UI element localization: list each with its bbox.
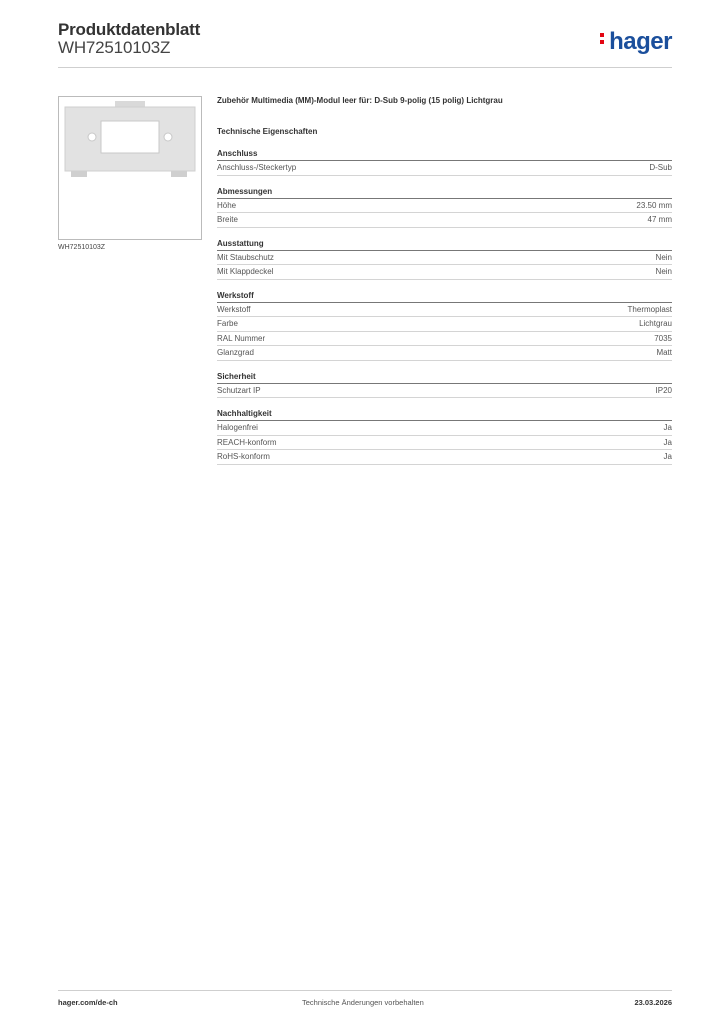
hager-logo[interactable] [600, 28, 672, 56]
footer-website-link[interactable]: hager.com/de-ch [58, 998, 118, 1007]
footer-notice: Technische Änderungen vorbehalten [302, 998, 424, 1007]
spec-value: Ja [663, 423, 672, 432]
image-caption: WH72510103Z [58, 244, 106, 251]
spec-value: Thermoplast [627, 304, 672, 314]
logo-dots-icon [600, 30, 607, 47]
spec-value: D-Sub [649, 163, 672, 172]
spec-value: 23.50 mm [636, 200, 672, 210]
product-details [217, 96, 672, 476]
section-heading: Sicherheit [217, 372, 672, 384]
spec-label: Farbe [217, 319, 238, 328]
spec-label: Breite [217, 215, 238, 224]
spec-section [217, 372, 672, 399]
spec-value: Nein [655, 252, 672, 262]
product-image [58, 96, 202, 240]
section-heading: Ausstattung [217, 239, 672, 251]
spec-value: Lichtgrau [639, 319, 672, 328]
section-heading: Abmessungen [217, 187, 672, 199]
spec-label: Glanzgrad [217, 348, 254, 357]
spec-section [217, 409, 672, 465]
spec-row [217, 332, 672, 347]
spec-label: Anschluss-/Steckertyp [217, 163, 297, 172]
spec-value: Ja [663, 452, 672, 461]
spec-label: Höhe [217, 200, 237, 210]
spec-section [217, 291, 672, 361]
spec-row [217, 384, 672, 399]
spec-section [217, 239, 672, 280]
spec-row [217, 450, 672, 465]
spec-label: Mit Staubschutz [217, 252, 274, 262]
spec-row [217, 421, 672, 436]
section-heading: Anschluss [217, 149, 672, 161]
section-heading: Nachhaltigkeit [217, 409, 672, 421]
spec-row [217, 317, 672, 332]
spec-row [217, 265, 672, 280]
spec-label: Halogenfrei [217, 423, 258, 432]
section-heading: Werkstoff [217, 291, 672, 303]
footer-divider [58, 990, 672, 991]
article-number: WH72510103Z [58, 38, 171, 57]
spec-row [217, 199, 672, 214]
spec-row [217, 436, 672, 451]
spec-value: Ja [663, 437, 672, 447]
spec-value: Matt [656, 348, 672, 357]
spec-value: IP20 [655, 385, 672, 395]
spec-row [217, 346, 672, 361]
spec-row [217, 251, 672, 266]
header-divider [58, 67, 672, 68]
multimedia-module-icon [59, 97, 201, 239]
spec-row [217, 213, 672, 228]
spec-sections [217, 149, 672, 465]
spec-label: Werkstoff [217, 304, 251, 314]
footer-date: 23.03.2026 [634, 998, 672, 1007]
spec-label: Mit Klappdeckel [217, 267, 274, 276]
spec-label: RoHS-konform [217, 452, 270, 461]
spec-label: REACH-konform [217, 437, 277, 447]
spec-section [217, 149, 672, 176]
spec-row [217, 161, 672, 176]
spec-value: Nein [655, 267, 672, 276]
logo-text: hager [609, 28, 672, 55]
spec-value: 7035 [654, 333, 672, 343]
technical-properties-title: Technische Eigenschaften [217, 127, 318, 136]
spec-row [217, 303, 672, 318]
spec-section [217, 187, 672, 228]
spec-label: RAL Nummer [217, 333, 266, 343]
spec-label: Schutzart IP [217, 385, 261, 395]
product-description: Zubehör Multimedia (MM)-Modul leer für: D-Sub 9-polig (15 polig) Lichtgrau [217, 96, 503, 105]
page-title: Produktdatenblatt [58, 20, 201, 39]
spec-value: 47 mm [647, 215, 672, 224]
